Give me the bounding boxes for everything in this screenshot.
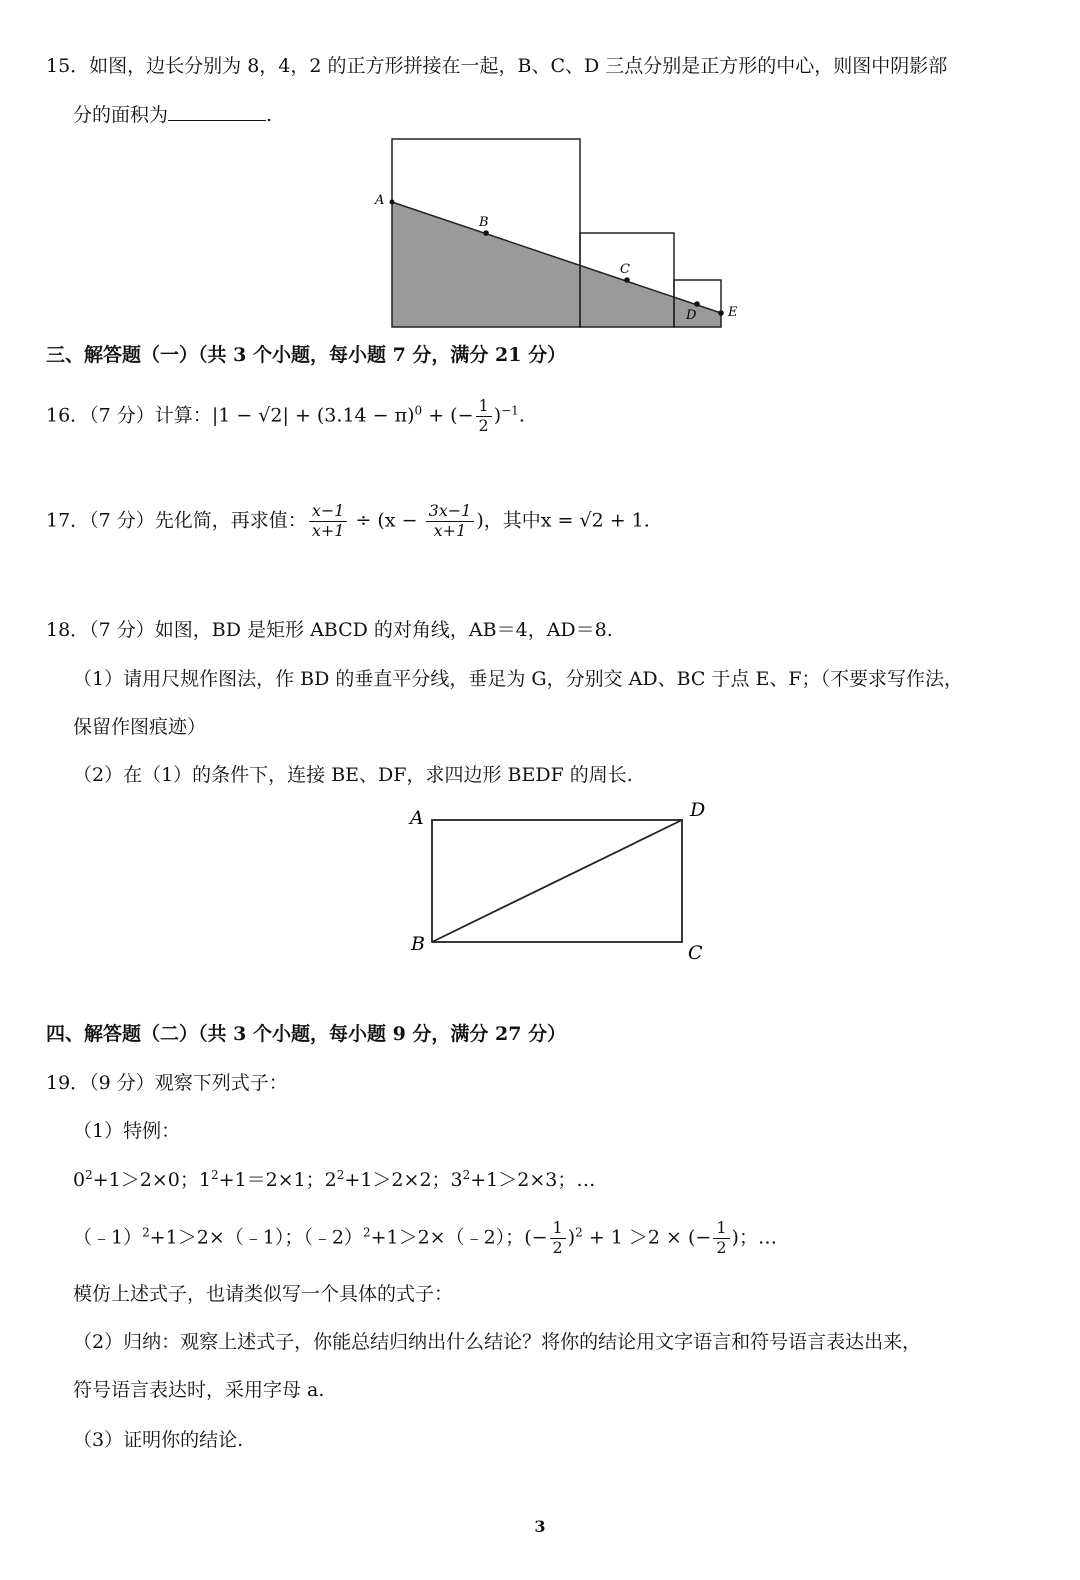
- q16-frac-num: 1: [476, 398, 492, 417]
- q19-l4-d: 2: [362, 1225, 371, 1240]
- diagonal-bd: [432, 820, 682, 942]
- q19-frac1-den: 2: [552, 1237, 563, 1257]
- q17-tail: )，其中x = √2 + 1.: [476, 509, 650, 532]
- q17-text: [46, 503, 650, 540]
- q17-f1-num: x−1: [309, 503, 348, 522]
- point-a: [390, 200, 395, 205]
- shaded-region: [392, 202, 721, 327]
- point-b: [483, 230, 489, 236]
- q19-l4-e: +1＞2×（﹣2）；: [370, 1226, 525, 1249]
- q19-frac2-den: 2: [716, 1237, 727, 1257]
- point-c: [624, 277, 630, 283]
- q15-line2-end: .: [266, 104, 273, 126]
- q19-examples-line2: [73, 1220, 777, 1257]
- q19-l4-g: ): [567, 1226, 576, 1249]
- q16-expr-b: + (−: [422, 404, 474, 427]
- q19-frac2-num: 1: [713, 1220, 729, 1239]
- q18-figure: [400, 795, 720, 970]
- q19-frac1-num: 1: [550, 1220, 566, 1239]
- q17-f1-den: x+1: [311, 520, 345, 540]
- q18-text-line3: 保留作图痕迹）: [73, 716, 207, 738]
- label-d: D: [686, 308, 697, 323]
- section4-title: 四、解答题（二）（共 3 个小题，每小题 9 分，满分 27 分）: [46, 1023, 567, 1045]
- q19-l3-p0: 0: [73, 1169, 86, 1191]
- section3-title: 三、解答题（一）（共 3 个小题，每小题 7 分，满分 21 分）: [46, 344, 567, 366]
- label-b: B: [411, 933, 425, 955]
- q19-text-line5: 模仿上述式子，也请类似写一个具体的式子：: [73, 1283, 454, 1305]
- q15-line2-text: 分的面积为: [73, 104, 169, 126]
- point-e: [718, 310, 724, 316]
- q19-l3-p5: 2: [336, 1168, 345, 1182]
- q15-figure: [360, 135, 750, 335]
- q19-l3-p6: +1＞2×2；3: [344, 1169, 463, 1191]
- label-c: C: [688, 942, 703, 964]
- q15-text-line1: 15．如图，边长分别为 8，4，2 的正方形拼接在一起，B、C、D 三点分别是正方形的中心，则图中阴影部: [46, 55, 948, 77]
- page-number: 3: [534, 1517, 546, 1536]
- q19-l4-c: +1＞2×（﹣1）；（﹣2）: [149, 1226, 363, 1249]
- q15-text-line2: [73, 106, 272, 125]
- q17-fraction-2: [426, 503, 475, 540]
- label-a: A: [410, 807, 424, 829]
- q19-l3-p2: +1＞2×0；1: [92, 1169, 211, 1191]
- label-d: D: [690, 799, 706, 821]
- q16-frac-den: 2: [478, 415, 489, 435]
- q19-l3-p8: +1＞2×3；…: [470, 1169, 596, 1191]
- answer-blank[interactable]: [168, 119, 266, 121]
- q18-text-line4: （2）在（1）的条件下，连接 BE、DF，求四边形 BEDF 的周长.: [73, 764, 633, 786]
- q19-l3-p3: 2: [210, 1168, 219, 1182]
- q19-examples-line1: [73, 1168, 596, 1191]
- q17-fraction-1: [309, 503, 348, 540]
- q19-text-line1: 19．（9 分）观察下列式子：: [46, 1072, 288, 1094]
- q19-text-line6: （2）归纳：观察上述式子，你能总结归纳出什么结论？将你的结论用文字语言和符号语言表达出来，: [73, 1331, 922, 1353]
- q19-l4-j: )；…: [731, 1226, 777, 1249]
- q19-l4-h: 2: [575, 1225, 583, 1240]
- q19-l4-a: （﹣1）: [73, 1226, 143, 1249]
- q19-l3-p4: +1＝2×1；2: [218, 1169, 337, 1191]
- q16-expr-c: ): [493, 404, 502, 427]
- q19-fraction-2: [713, 1220, 729, 1257]
- q16-exp0: 0: [414, 403, 423, 418]
- q19-text-line7: 符号语言表达时，采用字母 a.: [73, 1379, 325, 1401]
- q16-prefix: 16．（7 分）计算：: [46, 404, 212, 427]
- q16-text: [46, 398, 525, 435]
- label-b: B: [479, 215, 489, 230]
- q19-text-line8: （3）证明你的结论.: [73, 1429, 244, 1451]
- label-e: E: [728, 305, 738, 320]
- q19-l3-p7: 2: [462, 1168, 471, 1182]
- q17-prefix: 17．（7 分）先化简，再求值：: [46, 509, 307, 532]
- q17-f2-num: 3x−1: [426, 503, 475, 522]
- q16-expr-a: |1 − √2| + (3.14 − π): [211, 404, 415, 427]
- q16-fraction: [476, 398, 492, 435]
- q19-l4-i: + 1 ＞2 × (−: [582, 1226, 712, 1249]
- q18-text-line2: （1）请用尺规作图法，作 BD 的垂直平分线，垂足为 G，分别交 AD、BC 于点 E、F；（不要求写作法，: [73, 668, 964, 690]
- q19-l3-p1: 2: [85, 1168, 93, 1182]
- q19-l4-b: 2: [142, 1225, 150, 1240]
- point-d: [694, 301, 700, 307]
- q19-l4-f: (−: [524, 1226, 548, 1249]
- q17-mid: ÷ (x −: [349, 509, 424, 532]
- q19-text-line2: （1）特例：: [73, 1120, 181, 1142]
- q17-f2-den: x+1: [433, 520, 467, 540]
- q16-exp-neg1: −1: [501, 403, 519, 418]
- q18-text-line1: 18．（7 分）如图，BD 是矩形 ABCD 的对角线，AB＝4，AD＝8.: [46, 619, 613, 641]
- label-c: C: [620, 262, 630, 277]
- q19-fraction-1: [550, 1220, 566, 1257]
- q16-end: .: [518, 404, 525, 427]
- label-a: A: [375, 193, 385, 208]
